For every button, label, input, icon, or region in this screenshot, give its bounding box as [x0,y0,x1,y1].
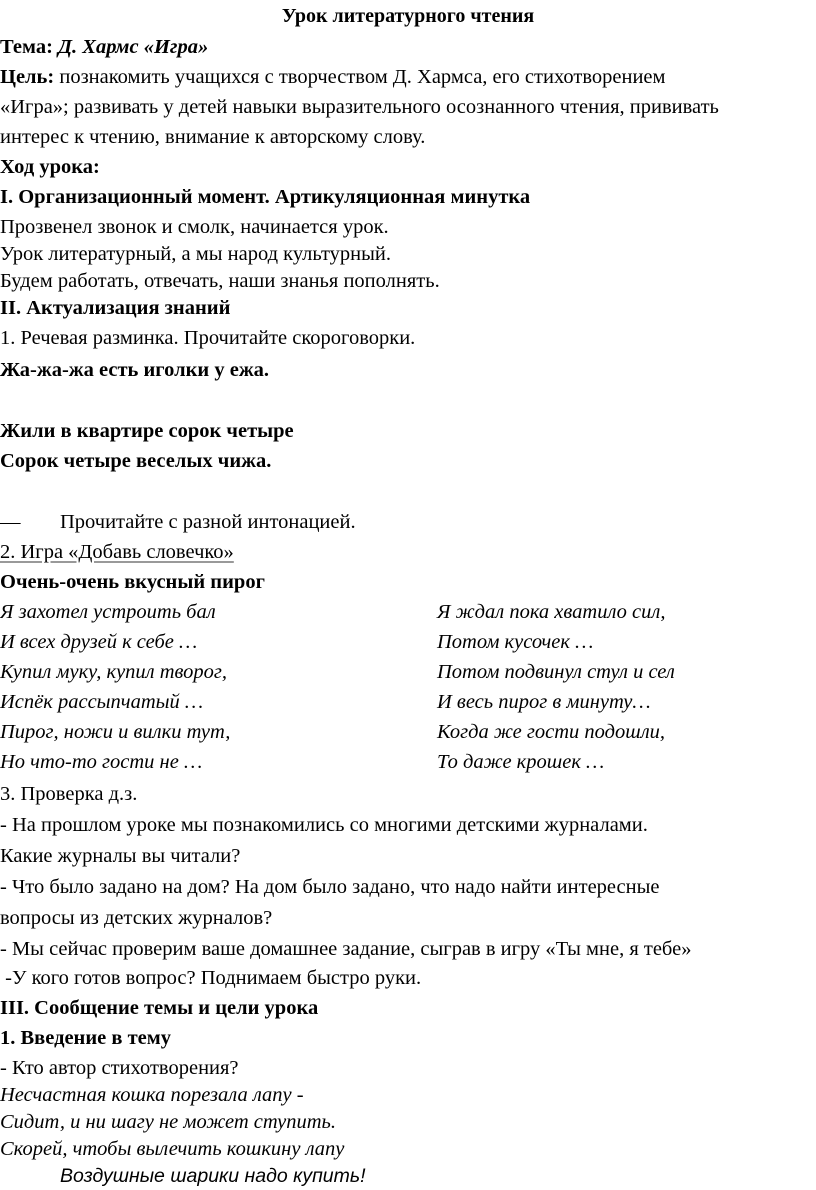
section2-heading: II. Актуализация знаний [0,297,231,319]
intonation-text: Прочитайте с разной интонацией. [60,511,356,533]
page-title: Урок литературного чтения [281,5,535,27]
section1-line: Будем работать, отвечать, наши знанья пополнять. [0,270,440,292]
tongue-twister-1: Жа-жа-жа есть иголки у ежа. [0,359,270,381]
section1-heading: I. Организационный момент. Артикуляционная минутка [0,186,531,208]
poem-right-line: То даже крошек … [437,751,605,773]
tongue-twister-2-line-1: Жили в квартире сорок четыре [0,420,294,442]
poem-left-line: Я захотел устроить бал [0,601,216,623]
game-item: 2. Игра «Добавь словечко» [0,541,234,563]
poem-right-line: И весь пирог в минуту… [437,691,651,713]
section3-subheading: 1. Введение в тему [0,1027,171,1049]
warmup-item: 1. Речевая разминка. Прочитайте скороговорки. [0,327,416,349]
tongue-twister-2-line-2: Сорок четыре веселых чижа. [0,450,272,472]
homework-line: - Что было задано на дом? На дом было задано, что надо найти интересные [0,876,660,898]
author-question: - Кто автор стихотворения? [0,1057,239,1079]
homework-line: Какие журналы вы читали? [0,845,241,867]
topic-line [0,33,208,61]
goal-line-3: интерес к чтению, внимание к авторскому слову. [0,126,426,148]
poem-title: Очень-очень вкусный пирог [0,571,265,593]
topic-value: Д. Хармс «Игра» [58,36,209,58]
poem-right-line: Я ждал пока хватило сил, [437,601,666,623]
goal-label: Цель: [0,66,55,88]
cat-poem-line: Несчастная кошка порезала лапу - [0,1084,304,1106]
homework-line: - Мы сейчас проверим ваше домашнее задание, сыграв в игру «Ты мне, я тебе» [0,938,692,960]
section1-line: Урок литературный, а мы народ культурный. [0,243,392,265]
dash-bullet: — [0,511,21,533]
goal-line-1 [0,63,666,91]
poem-left-line: Пирог, ножи и вилки тут, [0,721,231,743]
homework-check-item: 3. Проверка д.з. [0,783,138,805]
poem-left-line: Но что-то гости не … [0,751,203,773]
goal-line-2: «Игра»; развивать у детей навыки выразительного осознанного чтения, прививать [0,96,719,118]
topic-label: Тема: [0,36,53,58]
section3-heading: III. Сообщение темы и цели урока [0,997,319,1019]
poem-left-line: Купил муку, купил творог, [0,661,228,683]
cat-poem-line: Сидит, и ни шагу не может ступить. [0,1111,336,1133]
cat-poem-line: Скорей, чтобы вылечить кошкину лапу [0,1138,345,1160]
poem-right-line: Потом подвинул стул и сел [437,661,675,683]
poem-right-line: Потом кусочек … [437,631,594,653]
poem-right-line: Когда же гости подошли, [437,721,666,743]
course-heading: Ход урока: [0,156,100,178]
goal-text-1: познакомить учащихся с творчеством Д. Хармса, его стихотворением [59,66,666,88]
homework-line: вопросы из детских журналов? [0,907,273,929]
poem-left-line: Испёк рассыпчатый … [0,691,204,713]
section1-line: Прозвенел звонок и смолк, начинается урок. [0,216,389,238]
homework-line: - На прошлом уроке мы познакомились со многими детскими журналами. [0,814,648,836]
poem-left-line: И всех друзей к себе … [0,631,198,653]
homework-line: -У кого готов вопрос? Поднимаем быстро руки. [0,967,422,989]
cat-poem-last-line: Воздушные шарики надо купить! [60,1165,366,1187]
